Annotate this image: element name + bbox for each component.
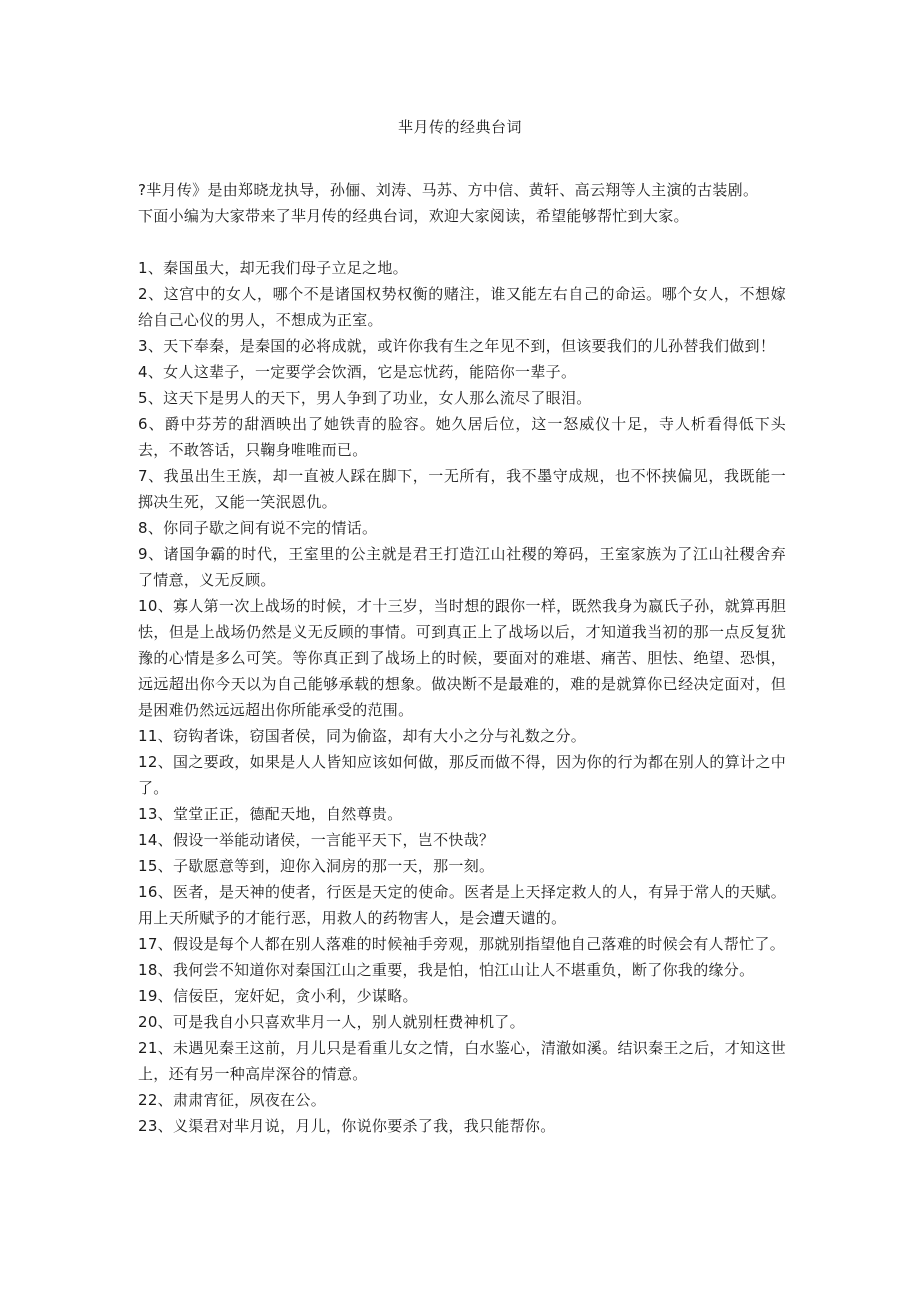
- quote-item: 20、可是我自小只喜欢芈月一人，别人就别枉费神机了。: [138, 1013, 525, 1031]
- quote-item: 13、堂堂正正，德配天地，自然尊贵。: [138, 805, 403, 823]
- quote-item: 5、这天下是男人的天下，男人争到了功业，女人那么流尽了眼泪。: [138, 389, 592, 407]
- quote-item: 12、国之要政，如果是人人皆知应该如何做，那反而做不得，因为你的行为都在别人的算计之中了。: [138, 753, 786, 797]
- quote-item: 15、子歇愿意等到，迎你入洞房的那一天，那一刻。: [138, 857, 495, 875]
- quote-item: 4、女人这辈子，一定要学会饮酒，它是忘忧药，能陪你一辈子。: [138, 363, 577, 381]
- quote-item: 8、你同子歇之间有说不完的情话。: [138, 519, 378, 537]
- quote-item: 22、肃肃宵征，夙夜在公。: [138, 1091, 326, 1109]
- quote-item: 21、未遇见秦王这前，月儿只是看重儿女之情，白水鉴心，清澈如溪。结识秦王之后，才知这世上，还有另一种高岸深谷的情意。: [138, 1039, 786, 1083]
- quote-item: 14、假设一举能动诸侯，一言能平天下，岂不快哉？: [138, 831, 495, 849]
- quote-item: 18、我何尝不知道你对秦国江山之重要，我是怕，怕江山让人不堪重负，断了你我的缘分。: [138, 961, 755, 979]
- quote-item: 1、秦国虽大，却无我们母子立足之地。: [138, 259, 408, 277]
- quote-item: 17、假设是每个人都在别人落难的时候袖手旁观，那就别指望他自己落难的时候会有人帮忙了。: [138, 935, 785, 953]
- quote-item: 9、诸国争霸的时代，王室里的公主就是君王打造江山社稷的筹码，王室家族为了江山社稷舍弃了情意，义无反顾。: [138, 545, 786, 589]
- quote-item: 6、爵中芬芳的甜酒映出了她铁青的脸容。她久居后位，这一怒威仪十足，寺人析看得低下头去，不敢答话，只鞠身唯唯而已。: [138, 415, 786, 459]
- quote-list: [138, 255, 786, 1139]
- quote-item: 23、义渠君对芈月说，月儿，你说你要杀了我，我只能帮你。: [138, 1117, 556, 1135]
- quote-item: 16、医者，是天神的使者，行医是天定的使命。医者是上天择定救人的人，有异于常人的天赋。用上天所赋予的才能行恶，用救人的药物害人，是会遭天谴的。: [138, 883, 786, 927]
- quote-item: 11、窃钩者诛，窃国者侯，同为偷盗，却有大小之分与礼数之分。: [138, 727, 587, 745]
- intro-paragraph: [138, 177, 798, 229]
- intro-line: 下面小编为大家带来了芈月传的经典台词，欢迎大家阅读，希望能够帮忙到大家。: [138, 207, 689, 225]
- quote-item: 2、这宫中的女人，哪个不是诸国权势权衡的赌注，谁又能左右自己的命运。哪个女人，不想嫁给自己心仪的男人，不想成为正室。: [138, 285, 786, 329]
- intro-line: ?芈月传》是由郑晓龙执导，孙俪、刘涛、马苏、方中信、黄轩、高云翔等人主演的古装剧。: [138, 181, 759, 199]
- document-title: 芈月传的经典台词: [397, 118, 522, 136]
- quote-item: 10、寡人第一次上战场的时候，才十三岁，当时想的跟你一样，既然我身为嬴氏子孙，就算再胆怯，但是上战场仍然是义无反顾的事情。可到真正上了战场以后，才知道我当初的那一点反复犹豫的心情是多么可笑。等你真正到了战场上的时候，要面对的难堪、痛苦、胆怯、绝望、恐惧，远远超出你今天以为自己能够承载的想象。做决断不是最难的，难的是就算你已经决定面对，但是困难仍然远远超出你所能承受的范围。: [138, 597, 786, 719]
- quote-item: 3、天下奉秦，是秦国的必将成就，或许你我有生之年见不到，但该要我们的儿孙替我们做到！: [138, 337, 776, 355]
- quote-item: 19、信佞臣，宠奸妃，贪小利，少谋略。: [138, 987, 418, 1005]
- quote-item: 7、我虽出生王族，却一直被人踩在脚下，一无所有，我不墨守成规，也不怀挟偏见，我既能一掷决生死，又能一笑泯恩仇。: [138, 467, 786, 511]
